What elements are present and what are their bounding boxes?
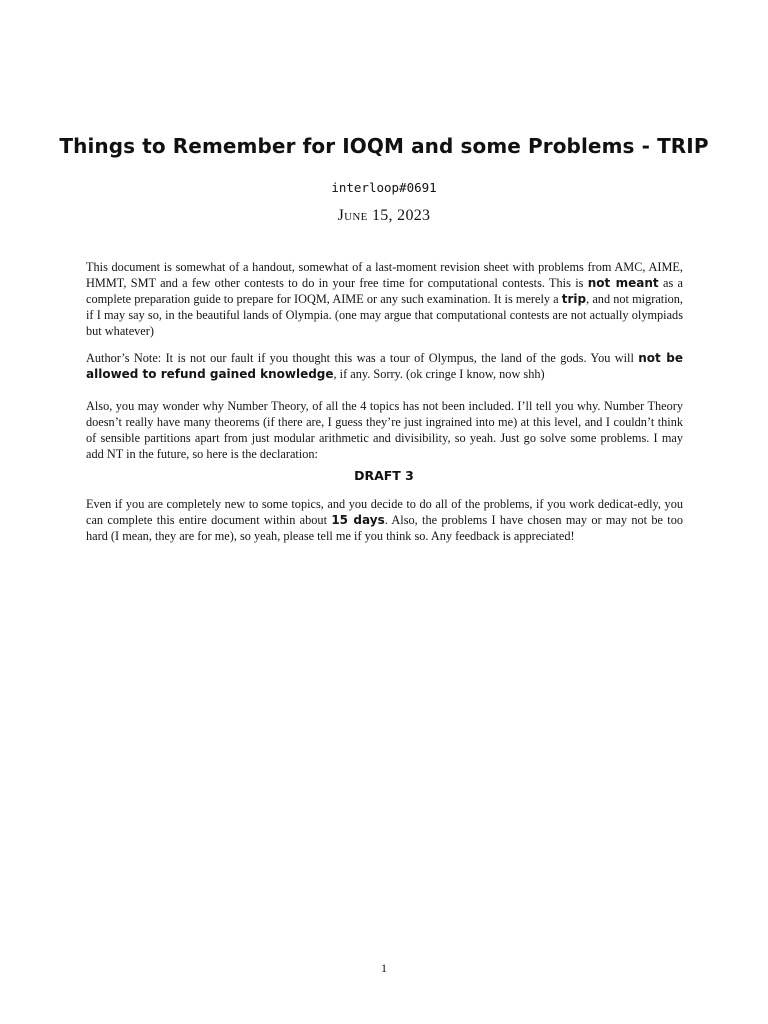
intro-text-3: , and not migration, if I may say so, in the beautiful lands of Olympia. (one may argue that computational contests are not actually olympiads but whatever) [86,292,683,338]
draft-heading: DRAFT 3 [354,468,414,483]
intro-paragraph [86,259,683,339]
document-author: interloop#0691 [331,180,437,195]
page-number: 1 [381,961,387,975]
workload-text-2: . Also, the problems I have chosen may or may not be too hard (I mean, they are for me), so yeah, please tell me if you think so. Any feedback is appreciated! [86,513,684,543]
intro-text-2: as a complete preparation guide to prepare for IOQM, AIME or any such examination. It is merely a [86,276,683,306]
intro-emphasis-trip: trip [561,292,587,306]
document-title: Things to Remember for IOQM and some Problems - TRIP [59,134,709,158]
workload-paragraph [86,496,683,544]
note-text-1: Author’s Note: It is not our fault if you thought this was a tour of Olympus, the land of the gods. You will [86,351,639,365]
workload-text-1: Even if you are completely new to some topics, and you decide to do all of the problems, if you work dedicat-edly, you can complete this entire document within about [86,497,683,527]
authors-note-paragraph [86,350,683,382]
note-text-2: , if any. Sorry. (ok cringe I know, now shh) [333,367,545,381]
document-date: June 15, 2023 [337,207,431,224]
intro-text-1: This document is somewhat of a handout, somewhat of a last-moment revision sheet with problems from AMC, AIME, HMMT, SMT and a few other contests to do in your free time for computational contests. This is [86,260,683,290]
number-theory-paragraph: Also, you may wonder why Number Theory, of all the 4 topics has not been included. I’ll tell you why. Number Theory doesn’t really have many theorems (if there are, I guess they’re just ingrained into me) at this level, and I couldn’t think of sensible partitions apart from just modular arithmetic and divisibility, so yeah. Just go solve some problems. I may add NT in the future, so here is the declaration: [86,399,683,461]
intro-emphasis-not-meant: not meant [587,276,659,290]
workload-emphasis-days: 15 days [331,513,385,527]
note-emphasis-refund: not be allowed to refund gained knowledge [86,351,683,381]
